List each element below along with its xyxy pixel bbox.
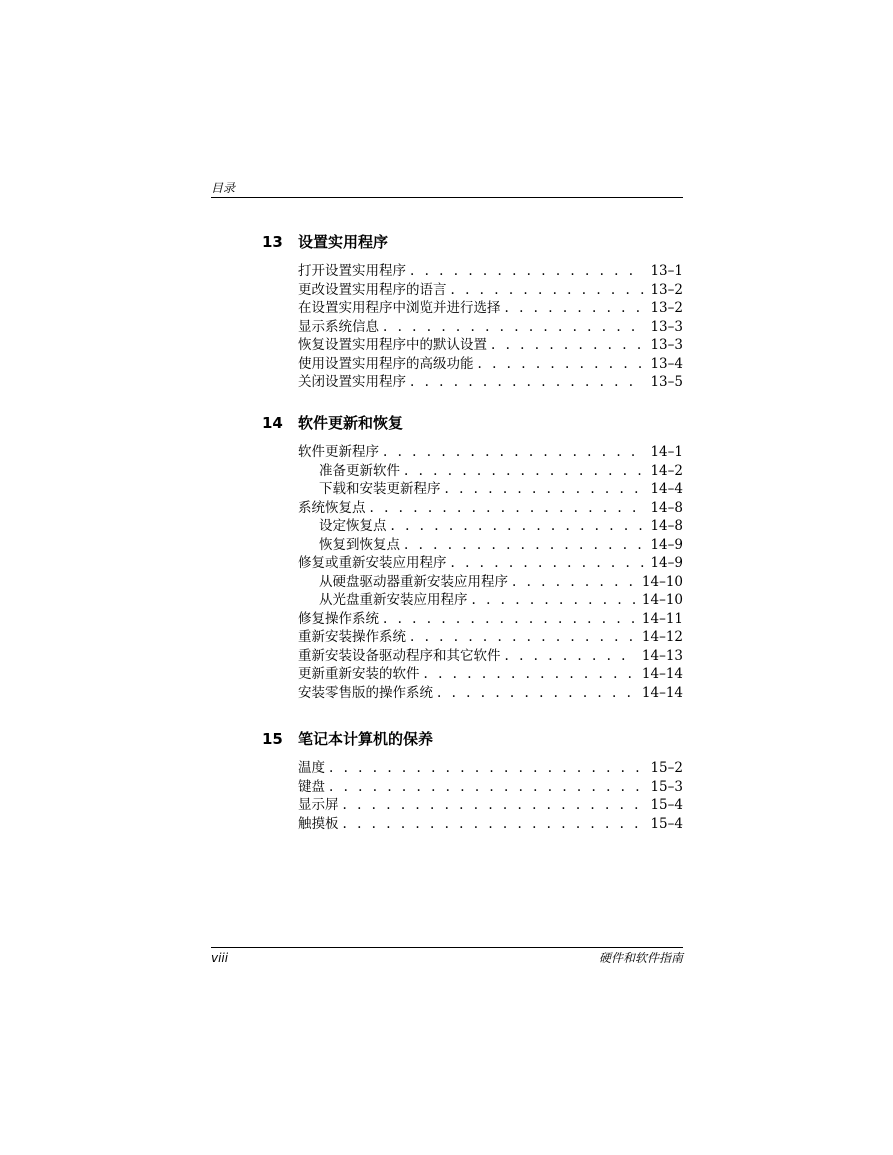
dot-leader bbox=[491, 336, 644, 355]
toc-subentry[interactable] bbox=[298, 480, 683, 499]
dot-leader bbox=[383, 610, 636, 629]
entry-page: 15–4 bbox=[650, 815, 683, 832]
dot-leader bbox=[472, 591, 636, 610]
toc-entries bbox=[298, 759, 683, 833]
chapter-heading bbox=[262, 729, 683, 749]
running-header: 目录 bbox=[211, 181, 236, 195]
toc-entry[interactable] bbox=[298, 281, 683, 300]
entry-text: 系统恢复点 bbox=[298, 499, 366, 516]
toc-entry[interactable] bbox=[298, 336, 683, 355]
entry-page: 14–4 bbox=[650, 481, 683, 497]
entry-text: 恢复设置实用程序中的默认设置 bbox=[298, 337, 487, 353]
entry-text: 显示屏 bbox=[298, 797, 339, 813]
toc-subentry[interactable] bbox=[298, 573, 683, 592]
dot-leader bbox=[505, 647, 636, 666]
entry-text: 重新安装操作系统 bbox=[298, 629, 406, 645]
entry-page: 14–8 bbox=[650, 499, 683, 516]
entry-text: 触摸板 bbox=[298, 815, 339, 832]
chapter-13 bbox=[262, 232, 683, 392]
chapter-heading bbox=[262, 413, 683, 433]
toc-entry[interactable] bbox=[298, 759, 683, 778]
chapter-title: 笔记本计算机的保养 bbox=[298, 730, 434, 748]
header-rule bbox=[211, 197, 683, 198]
toc-entry[interactable] bbox=[298, 815, 683, 834]
toc-entry[interactable] bbox=[298, 628, 683, 647]
entry-page: 13–3 bbox=[650, 337, 683, 353]
entry-text: 修复或重新安装应用程序 bbox=[298, 555, 447, 571]
entry-text: 使用设置实用程序的高级功能 bbox=[298, 355, 474, 372]
toc-subentry[interactable] bbox=[298, 462, 683, 481]
entry-text: 设定恢复点 bbox=[319, 518, 387, 534]
entry-text: 从光盘重新安装应用程序 bbox=[319, 592, 468, 608]
toc-entries bbox=[298, 262, 683, 392]
entry-text: 从硬盘驱动器重新安装应用程序 bbox=[319, 573, 508, 590]
toc-entry[interactable] bbox=[298, 299, 683, 318]
chapter-14 bbox=[262, 413, 683, 702]
toc-entry[interactable] bbox=[298, 684, 683, 703]
toc-entry[interactable] bbox=[298, 554, 683, 573]
book-title: 硬件和软件指南 bbox=[598, 951, 683, 965]
dot-leader bbox=[383, 443, 644, 462]
running-footer bbox=[211, 950, 683, 966]
entry-page: 15–4 bbox=[650, 797, 683, 813]
dot-leader bbox=[512, 573, 636, 592]
entry-text: 关闭设置实用程序 bbox=[298, 374, 406, 390]
entry-page: 14–10 bbox=[641, 592, 683, 608]
entry-page: 14–10 bbox=[641, 573, 683, 590]
entry-page: 15–3 bbox=[650, 778, 683, 795]
page-number: viii bbox=[211, 951, 229, 965]
dot-leader bbox=[410, 262, 644, 281]
dot-leader bbox=[391, 517, 645, 536]
toc-entry[interactable] bbox=[298, 318, 683, 337]
entry-page: 14–11 bbox=[641, 610, 683, 627]
entry-text: 温度 bbox=[298, 760, 325, 776]
dot-leader bbox=[505, 299, 645, 318]
entry-page: 14–9 bbox=[650, 555, 683, 571]
dot-leader bbox=[343, 815, 645, 834]
chapter-heading bbox=[262, 232, 683, 252]
entry-text: 下载和安装更新程序 bbox=[319, 481, 441, 497]
entry-page: 13–2 bbox=[650, 300, 683, 316]
toc-subentry[interactable] bbox=[298, 517, 683, 536]
toc-subentry[interactable] bbox=[298, 536, 683, 555]
chapter-title: 软件更新和恢复 bbox=[298, 414, 404, 432]
toc-entry[interactable] bbox=[298, 355, 683, 374]
entry-text: 安装零售版的操作系统 bbox=[298, 684, 433, 701]
entry-page: 14–13 bbox=[641, 647, 683, 664]
entry-text: 恢复到恢复点 bbox=[319, 536, 400, 553]
entry-text: 修复操作系统 bbox=[298, 610, 379, 627]
toc-entry[interactable] bbox=[298, 665, 683, 684]
dot-leader bbox=[343, 796, 645, 815]
dot-leader bbox=[451, 554, 645, 573]
entry-text: 准备更新软件 bbox=[319, 462, 400, 479]
toc-entry[interactable] bbox=[298, 262, 683, 281]
toc-entry[interactable] bbox=[298, 373, 683, 392]
dot-leader bbox=[329, 778, 644, 797]
dot-leader bbox=[478, 355, 645, 374]
toc-entry[interactable] bbox=[298, 647, 683, 666]
dot-leader bbox=[437, 684, 636, 703]
chapter-title: 设置实用程序 bbox=[298, 233, 389, 251]
toc-entry[interactable] bbox=[298, 778, 683, 797]
toc-entry[interactable] bbox=[298, 796, 683, 815]
entry-page: 13–1 bbox=[650, 263, 683, 279]
dot-leader bbox=[329, 759, 644, 778]
toc-entries bbox=[298, 443, 683, 702]
dot-leader bbox=[404, 536, 644, 555]
entry-page: 13–4 bbox=[650, 355, 683, 372]
entry-page: 14–8 bbox=[650, 518, 683, 534]
entry-text: 打开设置实用程序 bbox=[298, 263, 406, 279]
chapter-number: 15 bbox=[262, 730, 283, 748]
dot-leader bbox=[424, 665, 636, 684]
entry-text: 在设置实用程序中浏览并进行选择 bbox=[298, 300, 501, 316]
footer-rule bbox=[211, 947, 683, 948]
entry-text: 更新重新安装的软件 bbox=[298, 666, 420, 682]
entry-page: 14–12 bbox=[641, 629, 683, 645]
entry-page: 14–1 bbox=[650, 444, 683, 460]
chapter-number: 13 bbox=[262, 233, 283, 251]
entry-page: 14–9 bbox=[650, 536, 683, 553]
entry-text: 更改设置实用程序的语言 bbox=[298, 281, 447, 298]
dot-leader bbox=[410, 628, 636, 647]
toc-subentry[interactable] bbox=[298, 591, 683, 610]
dot-leader bbox=[445, 480, 645, 499]
entry-page: 15–2 bbox=[650, 760, 683, 776]
toc-entry[interactable] bbox=[298, 443, 683, 462]
dot-leader bbox=[410, 373, 644, 392]
dot-leader bbox=[404, 462, 644, 481]
dot-leader bbox=[451, 281, 645, 300]
dot-leader bbox=[383, 318, 644, 337]
entry-text: 键盘 bbox=[298, 778, 325, 795]
entry-text: 重新安装设备驱动程序和其它软件 bbox=[298, 647, 501, 664]
entry-page: 14–2 bbox=[650, 462, 683, 479]
entry-page: 13–5 bbox=[650, 374, 683, 390]
entry-text: 显示系统信息 bbox=[298, 318, 379, 335]
entry-page: 14–14 bbox=[641, 684, 683, 701]
toc-entry[interactable] bbox=[298, 610, 683, 629]
entry-text: 软件更新程序 bbox=[298, 444, 379, 460]
entry-page: 13–2 bbox=[650, 281, 683, 298]
chapter-15 bbox=[262, 729, 683, 833]
entry-page: 14–14 bbox=[641, 666, 683, 682]
toc-entry[interactable] bbox=[298, 499, 683, 518]
dot-leader bbox=[370, 499, 645, 518]
chapter-number: 14 bbox=[262, 414, 283, 432]
entry-page: 13–3 bbox=[650, 318, 683, 335]
